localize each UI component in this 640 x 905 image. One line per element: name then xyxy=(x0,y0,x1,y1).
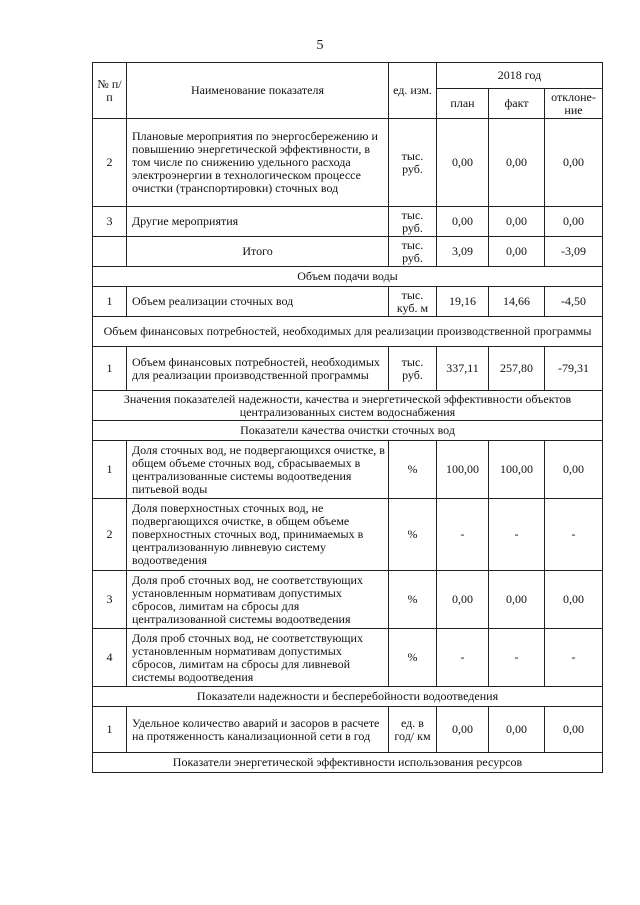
row-num: 4 xyxy=(93,629,127,687)
row-unit: тыс. руб. xyxy=(389,347,437,391)
row-fact: 0,00 xyxy=(489,207,545,237)
row-deviation: -3,09 xyxy=(545,237,603,267)
row-plan: 3,09 xyxy=(437,237,489,267)
header-num: № п/п xyxy=(93,63,127,119)
indicators-table xyxy=(92,62,603,773)
section-reliability-values: Значения показателей надежности, качества и энергетической эффективности объектов централизованных систем водоснабжения xyxy=(93,391,603,421)
table-row xyxy=(93,441,603,499)
row-unit: % xyxy=(389,629,437,687)
header-year: 2018 год xyxy=(437,63,603,89)
section-reliability: Показатели надежности и бесперебойности водоотведения xyxy=(93,687,603,707)
row-name: Объем финансовых потребностей, необходимых для реализации производственной программы xyxy=(127,347,389,391)
row-plan: 0,00 xyxy=(437,707,489,753)
table-row xyxy=(93,707,603,753)
page-number: 5 xyxy=(316,38,324,53)
section-quality: Показатели качества очистки сточных вод xyxy=(93,421,603,441)
row-unit: тыс. куб. м xyxy=(389,287,437,317)
row-plan: 0,00 xyxy=(437,207,489,237)
row-unit: % xyxy=(389,441,437,499)
table-row xyxy=(93,207,603,237)
row-num: 2 xyxy=(93,499,127,571)
row-unit: тыс. руб. xyxy=(389,207,437,237)
row-num xyxy=(93,237,127,267)
header-name: Наименование показателя xyxy=(127,63,389,119)
row-num: 3 xyxy=(93,571,127,629)
row-fact: 0,00 xyxy=(489,707,545,753)
row-num: 2 xyxy=(93,119,127,207)
row-name: Доля проб сточных вод, не соответствующих установленным нормативам допустимых сбросов, лимитам на сбросы для ливневой системы водоотведения xyxy=(127,629,389,687)
row-num: 3 xyxy=(93,207,127,237)
row-deviation: -79,31 xyxy=(545,347,603,391)
section-finance: Объем финансовых потребностей, необходимых для реализации производственной программы xyxy=(93,317,603,347)
row-name: Объем реализации сточных вод xyxy=(127,287,389,317)
row-num: 1 xyxy=(93,441,127,499)
row-name: Доля поверхностных сточных вод, не подвергающихся очистке, в общем объеме поверхностных сточных вод, принимаемых в централизованную ливневую систему водоотведения xyxy=(127,499,389,571)
row-num: 1 xyxy=(93,347,127,391)
row-name: Другие мероприятия xyxy=(127,207,389,237)
row-name: Доля сточных вод, не подвергающихся очистке, в общем объеме сточных вод, сбрасываемых в централизованные системы водоотведения питьевой воды xyxy=(127,441,389,499)
table-row xyxy=(93,287,603,317)
row-fact: 14,66 xyxy=(489,287,545,317)
row-plan: 19,16 xyxy=(437,287,489,317)
row-deviation: -4,50 xyxy=(545,287,603,317)
row-plan: 0,00 xyxy=(437,119,489,207)
row-plan: 337,11 xyxy=(437,347,489,391)
section-supply: Объем подачи воды xyxy=(93,267,603,287)
table-row xyxy=(93,629,603,687)
table-row xyxy=(93,119,603,207)
row-unit: тыс. руб. xyxy=(389,237,437,267)
table-row xyxy=(93,347,603,391)
row-deviation: - xyxy=(545,499,603,571)
row-plan: - xyxy=(437,629,489,687)
row-unit: тыс. руб. xyxy=(389,119,437,207)
header-fact: факт xyxy=(489,89,545,119)
row-fact: 0,00 xyxy=(489,237,545,267)
row-name: Удельное количество аварий и засоров в расчете на протяженность канализационной сети в год xyxy=(127,707,389,753)
row-unit: % xyxy=(389,499,437,571)
row-deviation: 0,00 xyxy=(545,207,603,237)
row-deviation: 0,00 xyxy=(545,707,603,753)
row-deviation: 0,00 xyxy=(545,119,603,207)
header-deviation: отклоне-ние xyxy=(545,89,603,119)
row-fact: - xyxy=(489,499,545,571)
row-unit: ед. в год/ км xyxy=(389,707,437,753)
row-fact: 100,00 xyxy=(489,441,545,499)
row-fact: - xyxy=(489,629,545,687)
row-fact: 257,80 xyxy=(489,347,545,391)
row-name: Плановые мероприятия по энергосбережению и повышению энергетической эффективности, в том числе по снижению удельного расхода электроэнергии в технологическом процессе очистки (транспортировки) сточных вод xyxy=(127,119,389,207)
row-unit: % xyxy=(389,571,437,629)
row-num: 1 xyxy=(93,707,127,753)
header-unit: ед. изм. xyxy=(389,63,437,119)
row-deviation: 0,00 xyxy=(545,571,603,629)
table-row xyxy=(93,571,603,629)
header-plan: план xyxy=(437,89,489,119)
table-row xyxy=(93,499,603,571)
section-energy: Показатели энергетической эффективности использования ресурсов xyxy=(93,753,603,773)
row-deviation: 0,00 xyxy=(545,441,603,499)
row-plan: 100,00 xyxy=(437,441,489,499)
row-num: 1 xyxy=(93,287,127,317)
total-row xyxy=(93,237,603,267)
row-plan: - xyxy=(437,499,489,571)
row-name: Доля проб сточных вод, не соответствующих установленным нормативам допустимых сбросов, лимитам на сбросы для централизованной системы водоотведения xyxy=(127,571,389,629)
row-plan: 0,00 xyxy=(437,571,489,629)
row-deviation: - xyxy=(545,629,603,687)
row-fact: 0,00 xyxy=(489,119,545,207)
row-fact: 0,00 xyxy=(489,571,545,629)
row-name: Итого xyxy=(127,237,389,267)
